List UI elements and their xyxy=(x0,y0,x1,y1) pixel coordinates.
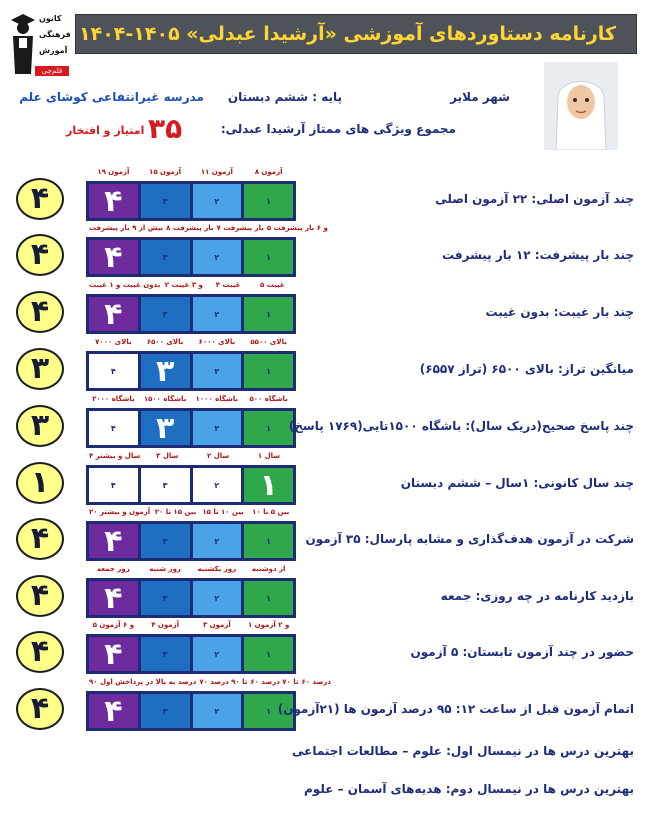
level-cell: ۱ xyxy=(244,524,293,558)
level-cell: ۳ xyxy=(141,297,190,331)
level-labels xyxy=(86,281,296,293)
level-bar xyxy=(86,294,296,334)
level-label: ۲ سال xyxy=(207,452,230,460)
achievement-row xyxy=(0,283,646,341)
level-label: ۱ سال xyxy=(257,452,281,460)
level-cell: ۴ xyxy=(89,240,138,274)
achievement-statement: چند بار غیبت: بدون غیبت xyxy=(485,305,634,319)
achievement-row xyxy=(0,567,646,625)
student-grade: پایه : ششم دبستان xyxy=(227,90,342,104)
achievement-statement: چند آزمون اصلی: ۲۲ آزمون اصلی xyxy=(435,192,634,206)
level-label: ۶۰ تا ۷۰ درصد xyxy=(250,678,299,686)
achievement-row xyxy=(0,170,646,228)
level-cell: ۲ xyxy=(193,411,242,445)
level-labels xyxy=(86,224,328,236)
level-cell: ۲ xyxy=(193,240,242,274)
level-bar xyxy=(86,521,296,561)
level-labels xyxy=(86,395,296,407)
level-cell: ۱ xyxy=(244,354,293,388)
level-label: ۲ و ۳ غیبت xyxy=(164,281,203,289)
level-label: ۸ آزمون xyxy=(254,168,283,176)
level-cell: ۱ xyxy=(244,581,293,615)
achievement-row xyxy=(0,623,646,681)
level-labels xyxy=(86,338,296,350)
level-cell: ۲ xyxy=(193,468,242,502)
report-header xyxy=(75,14,637,54)
level-cell: ۳ xyxy=(141,581,190,615)
level-label: ۵ و ۶ بار پیشرفت xyxy=(266,224,328,232)
level-cell: ۳ xyxy=(141,184,190,218)
level-bar xyxy=(86,181,296,221)
level-label: روز شنبه xyxy=(149,565,181,573)
logo-badge: قلم‌چی xyxy=(35,66,69,76)
level-label: ۵ و ۶ آزمون xyxy=(92,621,135,629)
best-subjects-term1: بهترین درس ها در نیمسال اول: علوم – مطالعات اجتماعی xyxy=(291,744,634,758)
level-labels xyxy=(86,168,296,180)
school-name: مدرسه غیرانتفاعی کوشای علم xyxy=(19,90,204,104)
achievement-statement: حضور در چند آزمون تابستان: ۵ آزمون xyxy=(410,645,634,659)
level-labels xyxy=(86,678,331,690)
level-labels xyxy=(86,565,296,577)
level-label: بین ۱۵ تا ۲۰ xyxy=(154,508,197,516)
score-circle: ۴ xyxy=(16,234,64,276)
level-label: ۴ آزمون xyxy=(151,621,180,629)
score-circle: ۳ xyxy=(16,405,64,447)
achievement-statement: چند سال کانونی: ۱سال – ششم دبستان xyxy=(400,476,634,490)
level-label: باشگاه ۵۰۰ xyxy=(249,395,288,403)
achievement-row xyxy=(0,510,646,568)
level-label: بدون غیبت و ۱ غیبت xyxy=(89,281,161,289)
level-label: ۱۱ آزمون xyxy=(200,168,233,176)
level-bar xyxy=(86,691,296,731)
level-bar xyxy=(86,465,296,505)
level-label: بین ۵ تا ۱۰ xyxy=(252,508,290,516)
level-cell: ۳ xyxy=(141,354,190,388)
level-label: باشگاه ۱۵۰۰ xyxy=(143,395,187,403)
level-label: ۷۰ تا ۹۰ درصد xyxy=(199,678,248,686)
level-label: بیش از ۹ بار پیشرفت xyxy=(89,224,164,232)
level-cell: ۱ xyxy=(244,468,293,502)
score-circle: ۴ xyxy=(16,631,64,673)
total-score: ۳۵ xyxy=(148,112,183,145)
level-cell: ۱ xyxy=(244,240,293,274)
score-circle: ۳ xyxy=(16,348,64,390)
level-label: از دوشنبه xyxy=(251,565,286,573)
logo-line-3: آموزش xyxy=(39,46,68,55)
level-cell: ۴ xyxy=(89,354,138,388)
level-cell: ۲ xyxy=(193,297,242,331)
level-cell: ۳ xyxy=(141,411,190,445)
level-bar xyxy=(86,351,296,391)
kanoon-logo xyxy=(9,12,71,76)
level-cell: ۴ xyxy=(89,468,138,502)
graduate-figure-icon xyxy=(9,12,37,76)
best-subjects-term2: بهترین درس ها در نیمسال دوم: هدیه‌های آسمان – علوم xyxy=(304,782,634,796)
level-label: ۱ و ۲ آزمون xyxy=(247,621,290,629)
level-cell: ۳ xyxy=(141,637,190,671)
level-cell: ۱ xyxy=(244,694,293,728)
score-circle: ۴ xyxy=(16,178,64,220)
level-cell: ۲ xyxy=(193,184,242,218)
level-cell: ۴ xyxy=(89,524,138,558)
level-label: ۳ آزمون xyxy=(202,621,231,629)
level-cell: ۲ xyxy=(193,581,242,615)
level-cell: ۱ xyxy=(244,411,293,445)
level-label: ۱۹ آزمون xyxy=(97,168,130,176)
level-label: ۱۵ آزمون xyxy=(149,168,182,176)
report-title: کارنامه دستاوردهای آموزشی «آرشیدا عبدلی» ۱۴۰۵-۱۴۰۴ xyxy=(79,23,616,45)
level-cell: ۲ xyxy=(193,524,242,558)
score-circle: ۴ xyxy=(16,688,64,730)
achievement-statement: چند بار پیشرفت: ۱۲ بار پیشرفت xyxy=(442,248,634,262)
level-cell: ۴ xyxy=(89,637,138,671)
level-label: بالای ۶۵۰۰ xyxy=(146,338,184,346)
level-cell: ۲ xyxy=(193,637,242,671)
level-bar xyxy=(86,237,296,277)
level-labels xyxy=(86,621,296,633)
level-cell: ۴ xyxy=(89,694,138,728)
achievement-statement: چند پاسخ صحیح(دریک سال): باشگاه ۱۵۰۰تایی(۱۷۶۹ پاسخ) xyxy=(288,419,634,433)
pride-label: امتیاز و افتخار xyxy=(66,124,145,137)
level-cell: ۴ xyxy=(89,184,138,218)
achievement-statement: شرکت در آزمون هدف‌گذاری و مشابه پارسال: ۳۵ آزمون xyxy=(305,532,634,546)
level-label: باشگاه ۲۰۰۰ xyxy=(92,395,135,403)
level-label: بالای ۷۰۰۰ xyxy=(95,338,132,346)
level-label: بالای ۵۵۰۰ xyxy=(250,338,287,346)
level-cell: ۱ xyxy=(244,637,293,671)
level-label: ۵ غیبت xyxy=(260,281,285,289)
achievement-row xyxy=(0,226,646,284)
level-cell: ۱ xyxy=(244,297,293,331)
level-cell: ۳ xyxy=(141,240,190,274)
level-label: ۹۰ درصد به بالا در پرداخش اول xyxy=(89,678,197,686)
level-cell: ۱ xyxy=(244,184,293,218)
level-cell: ۲ xyxy=(193,354,242,388)
student-photo xyxy=(544,62,618,150)
level-label: روز یکشنبه xyxy=(197,565,237,573)
student-portrait-icon xyxy=(544,62,618,150)
achievement-statement: بازدید کارنامه در چه روزی: جمعه xyxy=(440,589,634,603)
achievement-statement: میانگین تراز: بالای ۶۵۰۰ (تراز ۶۵۵۷) xyxy=(419,362,634,376)
level-label: ۶۰ درصد xyxy=(301,678,331,686)
level-bar xyxy=(86,578,296,618)
achievement-row xyxy=(0,680,646,738)
score-circle: ۴ xyxy=(16,291,64,333)
level-label: ۴ غیبت xyxy=(215,281,241,289)
level-label: ۲۰ آزمون و بیشتر xyxy=(89,508,151,516)
level-cell: ۳ xyxy=(141,524,190,558)
level-labels xyxy=(86,452,296,464)
student-city: شهر ملایر xyxy=(450,90,510,104)
level-label: ۷ بار پیشرفت xyxy=(216,224,264,232)
level-cell: ۴ xyxy=(89,297,138,331)
level-bar xyxy=(86,408,296,448)
level-cell: ۲ xyxy=(193,694,242,728)
achievement-statement: اتمام آزمون قبل از ساعت ۱۲: ۹۵ درصد آزمون ها (۲۱آزمون) xyxy=(277,702,634,716)
logo-line-1: کانون xyxy=(39,14,62,23)
achievement-row xyxy=(0,454,646,512)
level-cell: ۴ xyxy=(89,581,138,615)
level-label: ۴ سال و بیشتر xyxy=(89,452,141,460)
score-circle: ۴ xyxy=(16,518,64,560)
level-cell: ۳ xyxy=(141,694,190,728)
level-label: بالای ۶۰۰۰ xyxy=(198,338,236,346)
level-labels xyxy=(86,508,296,520)
level-label: بین ۱۰ تا ۱۵ xyxy=(202,508,244,516)
level-cell: ۴ xyxy=(89,411,138,445)
achievement-row xyxy=(0,340,646,398)
logo-line-2: فرهنگی xyxy=(39,30,71,39)
level-label: روز جمعه xyxy=(96,565,130,573)
total-features-label: مجموع ویژگی های ممتاز آرشیدا عبدلی: xyxy=(220,122,456,136)
level-label: ۳ سال xyxy=(156,452,179,460)
level-label: باشگاه ۱۰۰۰ xyxy=(195,395,239,403)
score-circle: ۱ xyxy=(16,462,64,504)
level-label: ۸ بار پیشرفت xyxy=(166,224,214,232)
achievement-row xyxy=(0,397,646,455)
score-circle: ۴ xyxy=(16,575,64,617)
level-bar xyxy=(86,634,296,674)
level-cell: ۳ xyxy=(141,468,190,502)
